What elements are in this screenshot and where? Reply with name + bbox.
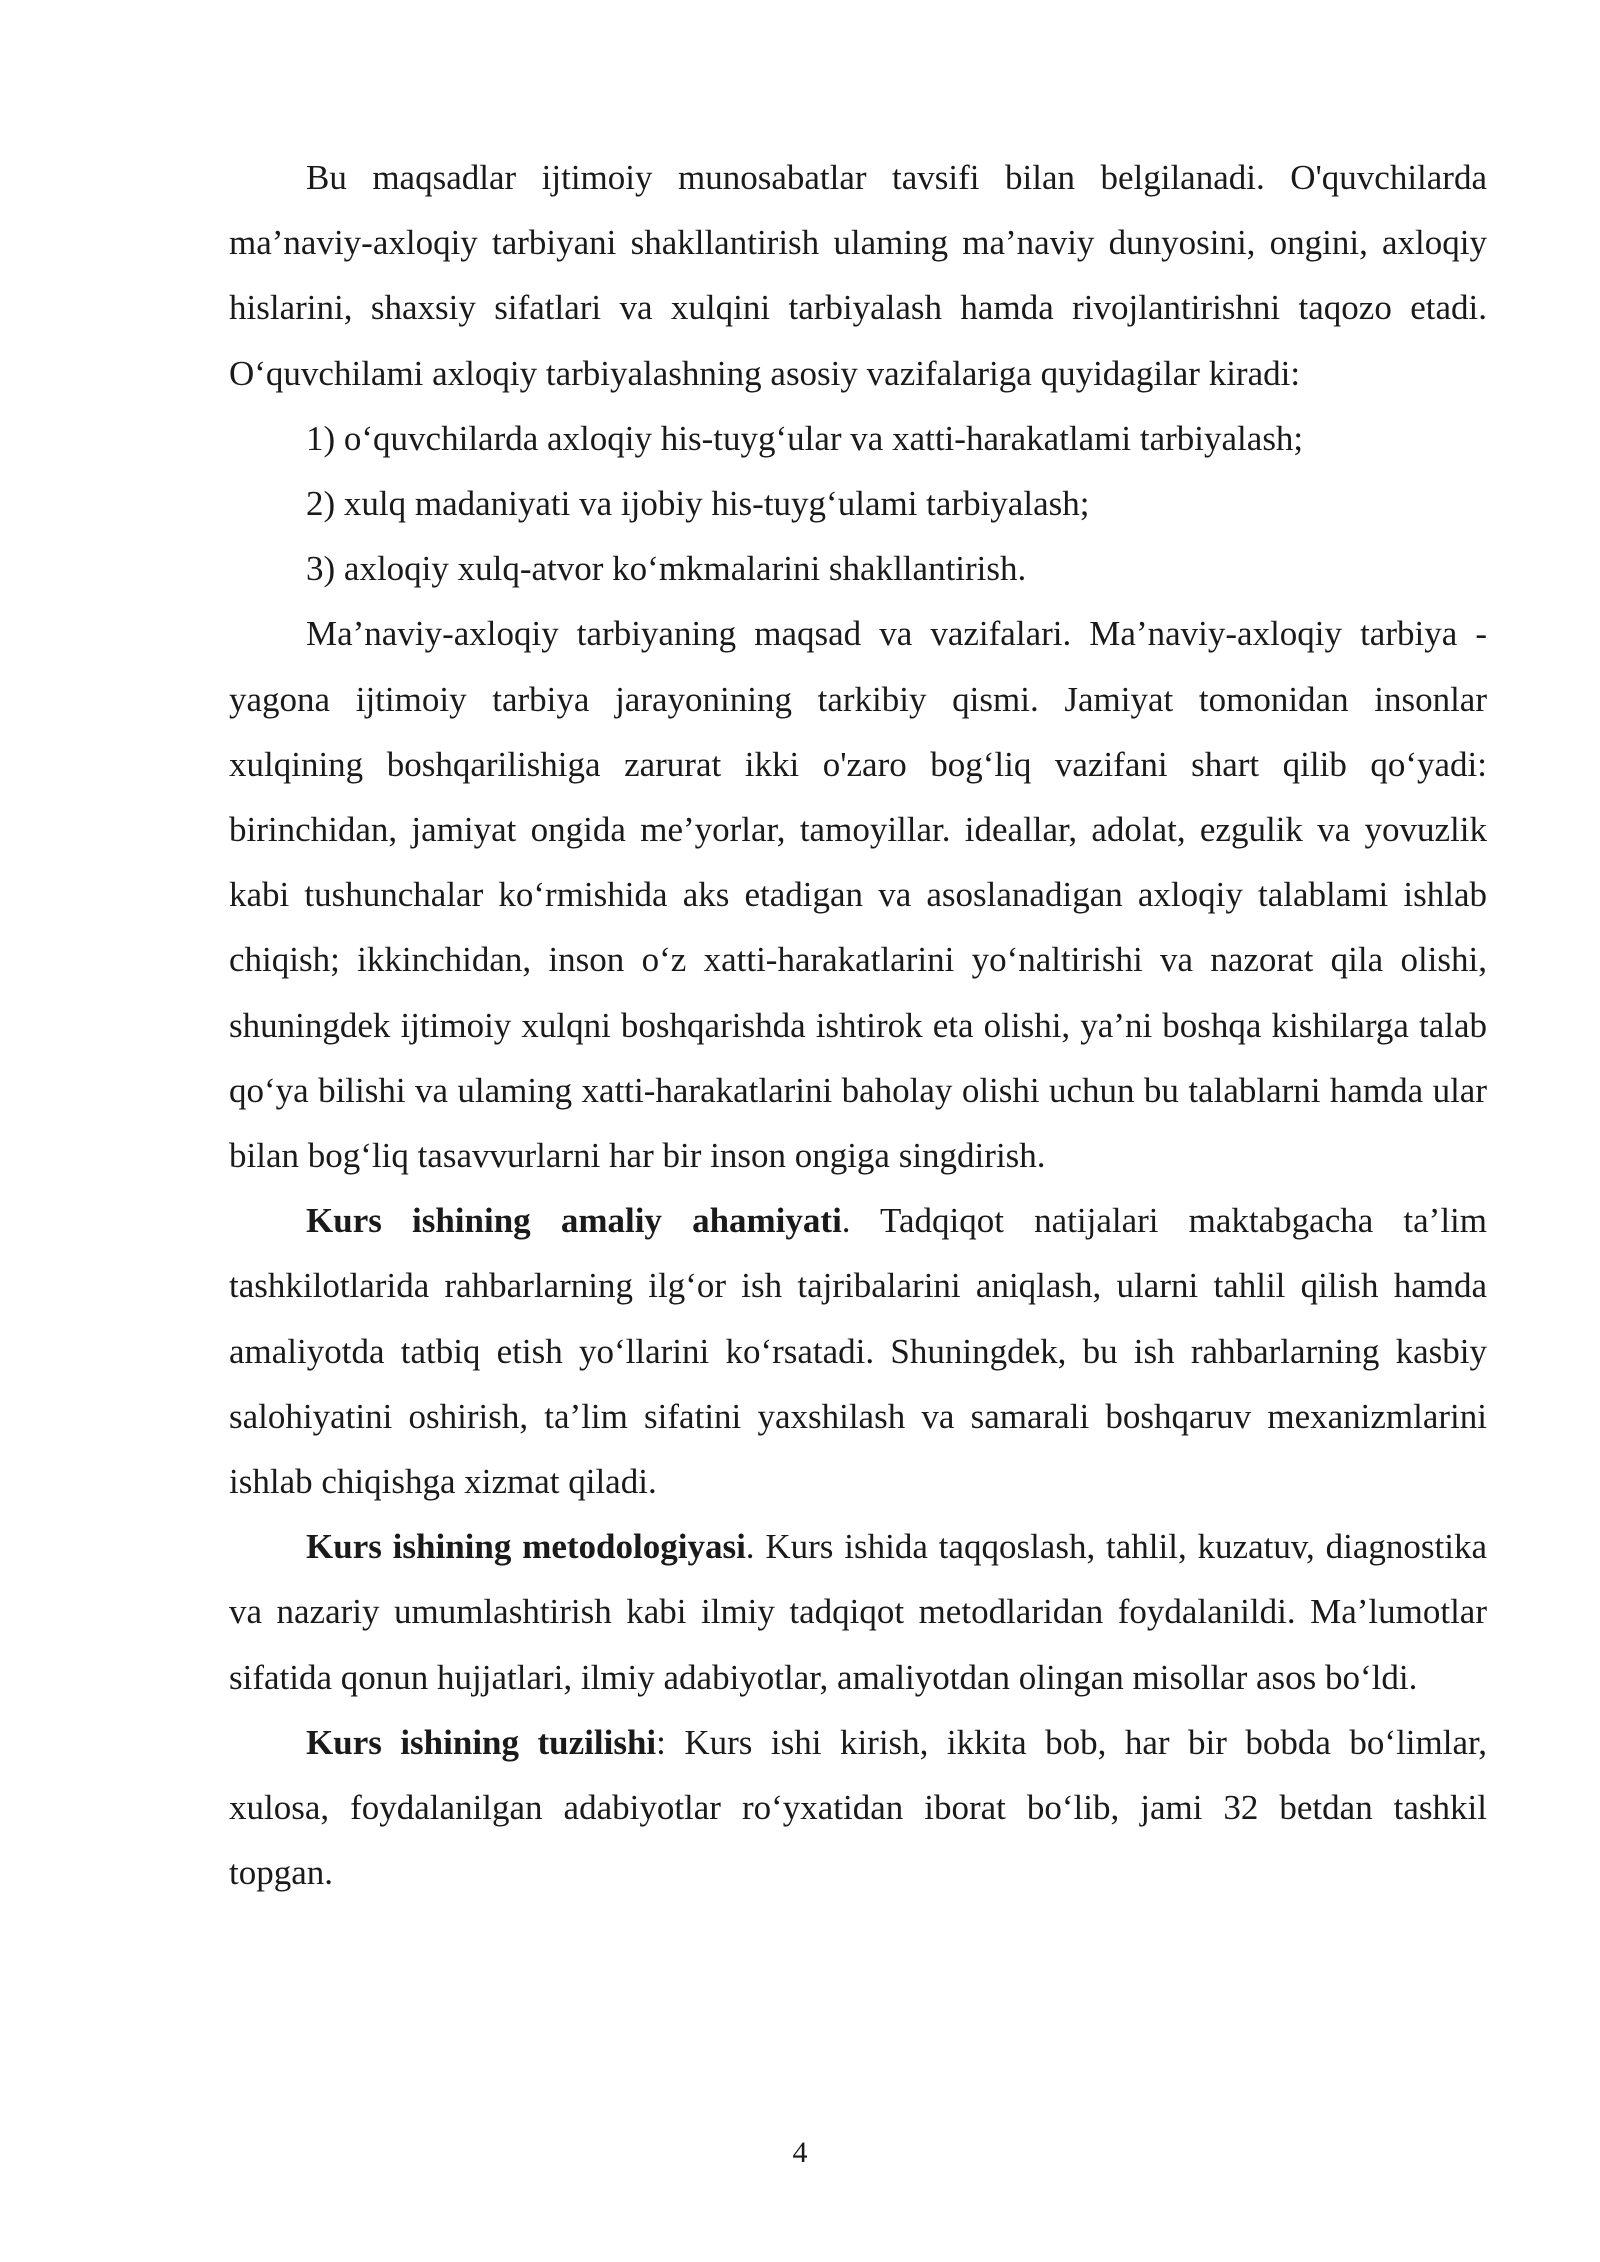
paragraph-practical-significance	[229, 1188, 1487, 1514]
list-item-3: 3) axloqiy xulq-atvor ko‘mkmalarini shakllantirish.	[306, 549, 1027, 589]
page-number: 4	[792, 2136, 808, 2169]
text-methodology: . Kurs ishida taqqoslash, tahlil, kuzatuv, diagnostika va nazariy umumlashtirish kabi ilmiy tadqiqot metodlaridan foydalanildi. Ma’lumotlar sifatida qonun hujjatlari, ilmiy adabiyotlar, amaliyotdan olingan misollar asos bo‘ldi.	[229, 1527, 1487, 1697]
paragraph-methodology	[229, 1514, 1487, 1710]
text-practical-significance: . Tadqiqot natijalari maktabgacha ta’lim tashkilotlarida rahbarlarning ilg‘or ish tajribalarini aniqlash, ularni tahlil qilish hamda amaliyotda tatbiq etish yo‘llarini ko‘rsatadi. Shuningdek, bu ish rahbarlarning kasbiy salohiyatini oshirish, ta’lim sifatini yaxshilash va samarali boshqaruv mexanizmlarini ishlab chiqishga xizmat qiladi.	[229, 1201, 1487, 1502]
list-item-2: 2) xulq madaniyati va ijobiy his-tuyg‘ulami tarbiyalash;	[306, 484, 1090, 524]
heading-practical-significance: Kurs ishining amaliy ahamiyati	[306, 1201, 842, 1241]
heading-methodology: Kurs ishining metodologiyasi	[306, 1527, 746, 1567]
list-item-1: 1) o‘quvchilarda axloqiy his-tuyg‘ular va xatti-harakatlami tarbiyalash;	[306, 418, 1304, 458]
page-body	[229, 145, 1487, 1905]
text-structure: : Kurs ishi kirish, ikkita bob, har bir bobda bo‘limlar, xulosa, foydalanilgan adabiyotlar ro‘yxatidan iborat bo‘lib, jami 32 betdan tashkil topgan.	[229, 1722, 1487, 1893]
paragraph-goals: Ma’naviy-axloqiy tarbiyaning maqsad va vazifalari. Ma’naviy-axloqiy tarbiya - yagona ijtimoiy tarbiya jarayonining tarkibiy qismi. Jamiyat tomonidan insonlar xulqining boshqarilishiga zarurat ikki o'zaro bog‘liq vazifani shart qilib qo‘yadi: birinchidan, jamiyat ongida me’yorlar, tamoyillar. ideallar, adolat, ezgulik va yovuzlik kabi tushunchalar ko‘rmishida aks etadigan va asoslanadigan axloqiy talablami ishlab chiqish; ikkinchidan, inson o‘z xatti-harakatlarini yo‘naltirishi va nazorat qila olishi, shuningdek ijtimoiy xulqni boshqarishda ishtirok eta olishi, ya’ni boshqa kishilarga talab qo‘ya bilishi va ulaming xatti-harakatlarini baholay olishi uchun bu talablarni hamda ular bilan bog‘liq tasavvurlarni har bir inson ongiga singdirish.	[229, 614, 1487, 1176]
paragraph-intro: Bu maqsadlar ijtimoiy munosabatlar tavsifi bilan belgilanadi. O'quvchilarda ma’naviy-axloqiy tarbiyani shakllantirish ulaming ma’naviy dunyosini, ongini, axloqiy hislarini, shaxsiy sifatlari va xulqini tarbiyalash hamda rivojlantirishni taqozo etadi. O‘quvchilami axloqiy tarbiyalashning asosiy vazifalariga quyidagilar kiradi:	[229, 158, 1487, 393]
paragraph-structure	[229, 1710, 1487, 1906]
heading-structure: Kurs ishining tuzilishi	[306, 1722, 657, 1762]
